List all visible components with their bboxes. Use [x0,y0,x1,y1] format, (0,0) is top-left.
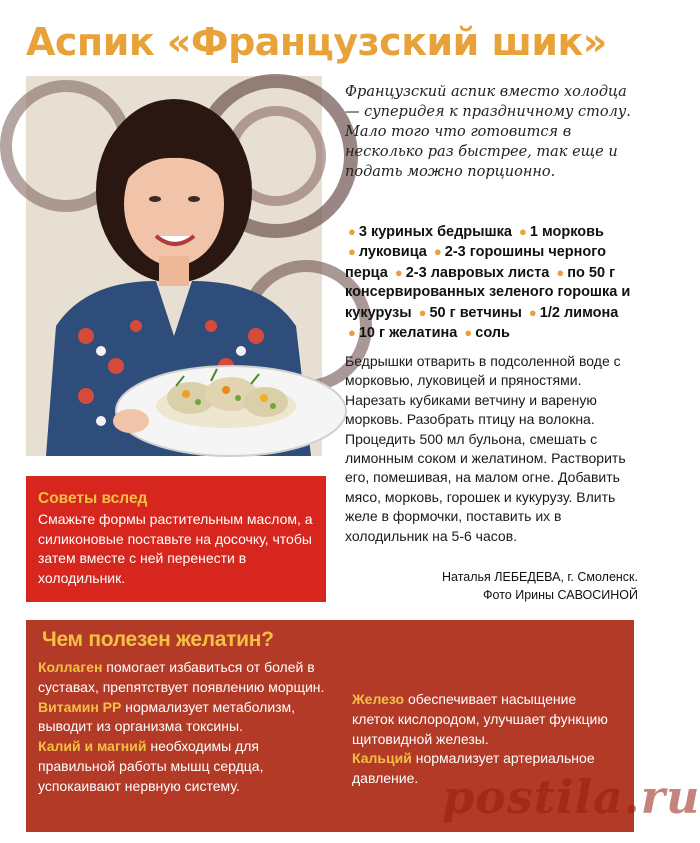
ingredient-item: по 50 г консервированных зеленого горошка и кукурузы [345,264,631,321]
benefits-column-left [38,658,328,797]
ingredients-list [345,222,645,343]
benefit-term: Кальций [352,750,412,767]
ingredient-item: 50 г ветчины [429,304,522,321]
cooking-method: Бедрышки отварить в подсоленной воде с морковью, луковицей и пряностями. Нарезать кубиками ветчину и вареную морковь. Разобрать птицу на волокна. Процедить 500 мл бульона, смешать с лимонным соком и желатином. Растворить его, помешивая, на малом огне. Добавить мясо, морковь, горошек и кукурузу. Влить желе в формочки, поставить их в холодильник на 5-6 часов. [345,353,626,544]
bullet-icon: ● [433,244,442,260]
ingredient-item: 3 куриных бедрышка [358,224,512,240]
ingredient-item: 2-3 лавровых листа [405,264,550,281]
bullet-icon: ● [394,264,403,280]
ingredient-item: 2-3 горошины черного перца [345,244,606,281]
recipe-photo [26,76,322,456]
benefit-text: обеспечивает насыщение клеток кислородом, улучшает функцию щитовидной железы. [352,691,608,747]
watermark: postila.ru [442,770,700,824]
ingredient-item: 10 г желатина [358,325,458,342]
benefit-term: Коллаген [38,659,103,675]
ingredient-item: соль [475,325,510,342]
benefit-term: Витамин PP [38,698,122,715]
benefit-term: Железо [352,691,405,707]
author-credit [442,568,638,604]
ingredient-item: 1/2 лимона [539,304,619,321]
benefits-heading: Чем полезен желатин? [42,628,274,651]
ingredient-item: 1 морковь [529,224,604,240]
tips-box [26,476,326,602]
benefit-term: Калий и магний [38,738,147,755]
tips-text: Смажьте формы растительным маслом, а силиконовые поставьте на досочку, чтобы затем вместе с ней перенести в холодильник. [38,511,313,586]
bullet-icon: ● [464,325,473,341]
benefit-text: помогает избавиться от болей в суставах, препятствует появлению морщин. [38,659,325,695]
bullet-icon: ● [519,224,527,239]
ingredient-item: луковица [358,244,427,261]
bullet-icon: ● [348,325,356,341]
benefit-text: необходимы для правильной работы мышц сердца, успокаивают нервную систему. [38,738,264,794]
bullet-icon: ● [348,224,356,239]
bullet-icon: ● [528,304,537,320]
benefit-text: нормализует артериальное давление. [352,750,595,787]
recipe-intro: Французский аспик вместо холодца — суперидея к праздничному столу. Мало того что готовится в несколько раз быстрее, так еще и подать можно порционно. [345,84,631,180]
author-name: Наталья ЛЕБЕДЕВА, г. Смоленск. [442,570,638,584]
tips-heading: Советы вслед [38,490,148,507]
bullet-icon: ● [556,264,565,280]
recipe-title: Аспик «Французский шик» [26,20,607,64]
bullet-icon: ● [348,244,356,260]
bullet-icon: ● [418,304,427,320]
benefit-text: нормализует метаболизм, выводит из организма токсины. [38,698,296,735]
photo-credit: Фото Ирины САВОСИНОЙ [483,588,638,602]
